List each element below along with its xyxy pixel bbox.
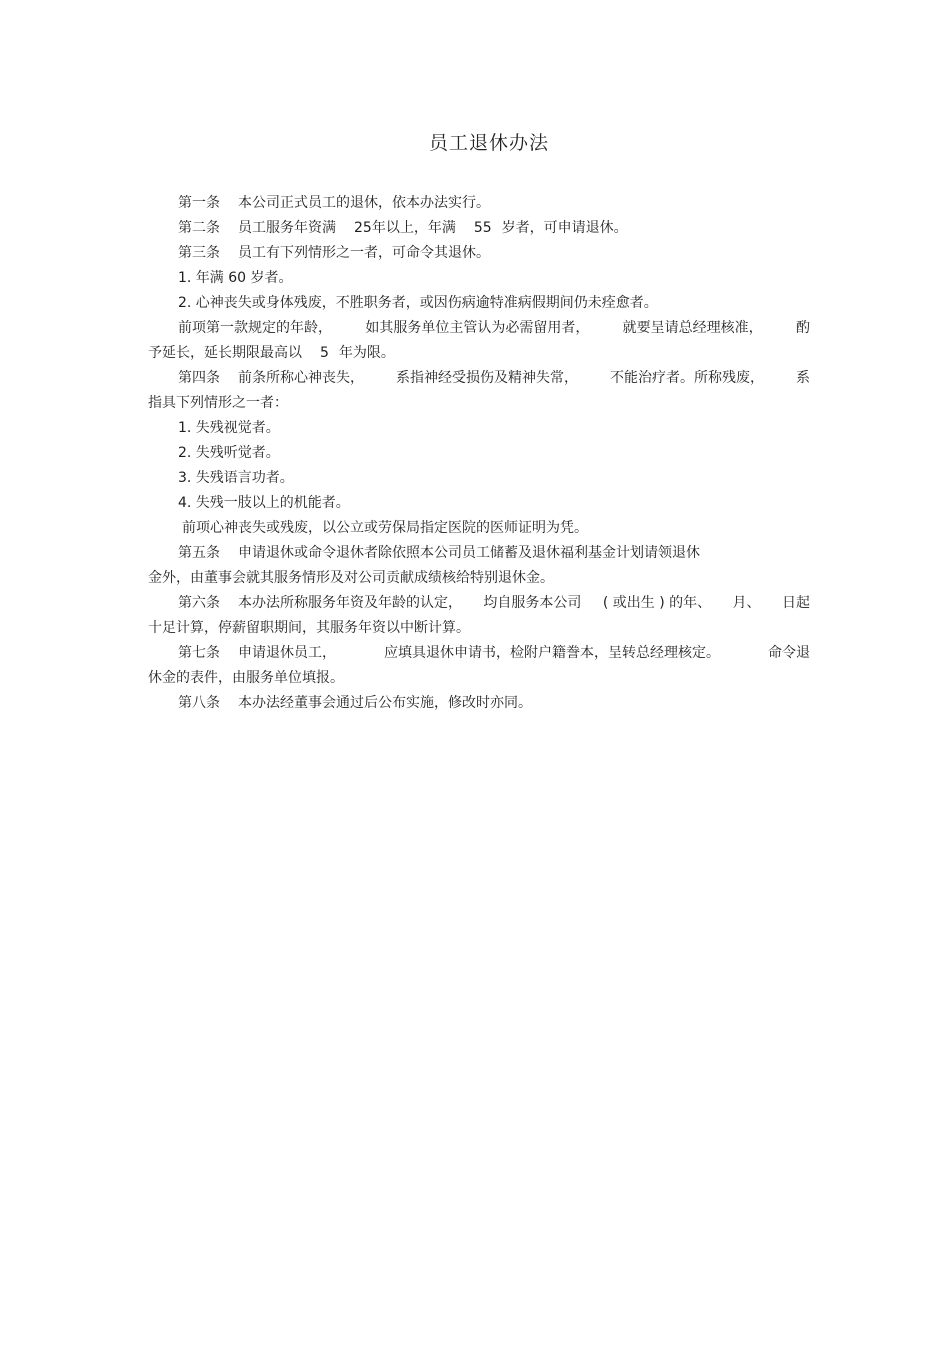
article-7-seg2: 应填具退休申请书，检附户籍誊本，呈转总经理核定。 — [384, 645, 720, 661]
article-5-line-1 — [148, 541, 810, 566]
article-7-line-2: 休金的表件，由服务单位填报。 — [148, 670, 344, 686]
article-3-item: 1. 年满 60 岁者。 — [178, 270, 293, 286]
article-3 — [148, 241, 810, 266]
article-5-seg1: 申请退休或命令退休者除依照本公司员工储蓄及退休福利基金计划请领退休 — [238, 545, 700, 561]
article-4-line-1 — [148, 366, 810, 391]
article-8-text: 本办法经董事会通过后公布实施，修改时亦同。 — [238, 695, 532, 711]
article-3-note-line-2 — [148, 341, 810, 366]
article-3-note-line2-b: 年为限。 — [338, 345, 395, 361]
article-4-line-2: 指具下列情形之一者： — [148, 395, 288, 411]
article-4-seg3: 不能治疗者。所称残废， — [610, 370, 764, 386]
article-7-label: 第七条 — [178, 645, 220, 661]
article-4-note: 前项心神丧失或残废，以公立或劳保局指定医院的医师证明为凭。 — [182, 520, 588, 536]
article-4-item: 1. 失残视觉者。 — [178, 420, 280, 436]
article-3-item: 2. 心神丧失或身体残废，不胜职务者，或因伤病逾特准病假期间仍未痊愈者。 — [178, 295, 658, 311]
article-6-line-1 — [148, 591, 810, 616]
article-4-label: 第四条 — [178, 370, 220, 386]
article-7-seg3: 命令退 — [768, 645, 810, 661]
article-2-num-a: 25 — [354, 220, 372, 236]
article-2-text-b: 年以上，年满 — [371, 220, 456, 236]
article-8-label: 第八条 — [178, 695, 220, 711]
article-6-seg1: 本办法所称服务年资及年龄的认定， — [238, 595, 462, 611]
article-3-note-line-1 — [148, 316, 810, 341]
article-7-seg1: 申请退休员工， — [238, 645, 336, 661]
article-3-note-seg1: 前项第一款规定的年龄， — [178, 320, 332, 336]
article-3-text: 员工有下列情形之一者，可命令其退休。 — [238, 245, 490, 261]
article-7-line-1 — [148, 641, 810, 666]
article-4-seg4: 系 — [796, 370, 810, 386]
article-2 — [148, 216, 810, 241]
article-3-note-line2-num: 5 — [320, 345, 329, 361]
article-6-line-2: 十足计算，停薪留职期间，其服务年资以中断计算。 — [148, 620, 470, 636]
article-5-line-2: 金外，由董事会就其服务情形及对公司贡献成绩核给特别退休金。 — [148, 570, 554, 586]
article-4-item: 3. 失残语言功者。 — [178, 470, 294, 486]
article-2-text-a: 员工服务年资满 — [238, 220, 336, 236]
article-4-item: 2. 失残听觉者。 — [178, 445, 280, 461]
article-4-label-seg1 — [178, 366, 364, 391]
article-2-num-b: 55 — [473, 220, 492, 236]
article-7-label-seg1 — [178, 641, 336, 666]
article-2-label: 第二条 — [178, 220, 220, 236]
article-6-label-seg1 — [178, 591, 462, 616]
article-3-note-seg4: 酌 — [795, 320, 810, 336]
article-1-text: 本公司正式员工的退休，依本办法实行。 — [238, 195, 490, 211]
article-1 — [148, 191, 810, 216]
article-3-note-seg2: 如其服务单位主管认为必需留用者， — [365, 320, 590, 336]
document-body — [148, 191, 810, 716]
article-6-seg5: 日起 — [781, 595, 810, 611]
article-6-seg2: 均自服务本公司 — [483, 595, 582, 611]
article-3-note-seg3: 就要呈请总经理核准， — [622, 320, 763, 336]
article-3-note-line2-a: 予延长，延长期限最高以 — [148, 345, 302, 361]
article-4-seg1: 前条所称心神丧失， — [238, 370, 364, 386]
article-6-seg4: 月、 — [732, 595, 761, 611]
article-2-text-c: 岁者，可申请退休。 — [501, 220, 628, 236]
article-5-label: 第五条 — [178, 545, 220, 561]
article-4-seg2: 系指神经受损伤及精神失常， — [396, 370, 578, 386]
article-6-label: 第六条 — [178, 595, 220, 611]
article-6-seg3: ( 或出生 ) 的年、 — [602, 595, 712, 611]
document-title: 员工退休办法 — [428, 132, 549, 154]
article-4-item: 4. 失残一肢以上的机能者。 — [178, 495, 350, 511]
article-1-label: 第一条 — [178, 195, 220, 211]
article-3-label: 第三条 — [178, 245, 220, 261]
article-8 — [148, 691, 810, 716]
